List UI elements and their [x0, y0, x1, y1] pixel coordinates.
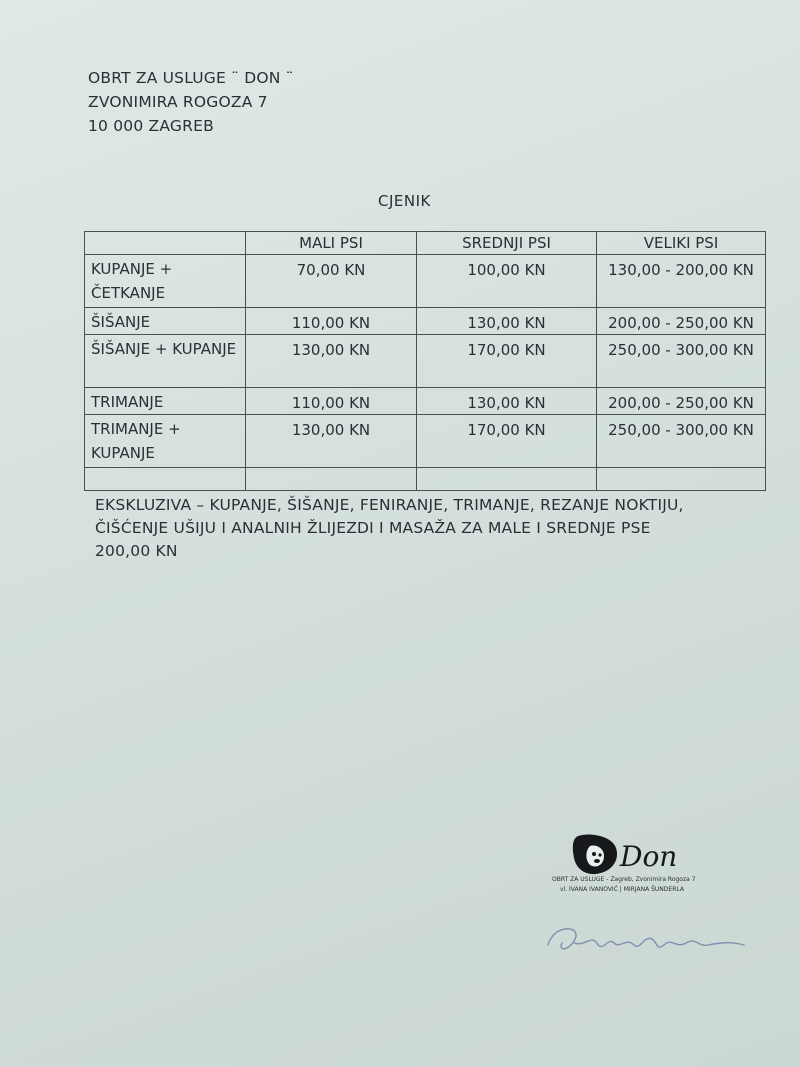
document-title: CJENIK [378, 192, 431, 210]
business-header [88, 66, 294, 138]
table-row [85, 388, 766, 415]
stamp-address: OBRT ZA USLUGE - Zagreb, Zvonimira Rogoza 7 [552, 876, 696, 883]
empty-cell [246, 468, 417, 491]
price-cell: 130,00 - 200,00 KN [597, 255, 766, 308]
price-cell: 200,00 - 250,00 KN [597, 308, 766, 335]
service-cell: ŠIŠANJE [85, 308, 246, 335]
handwritten-signature [540, 915, 760, 965]
column-header: MALI PSI [246, 232, 417, 255]
price-cell: 130,00 KN [246, 335, 417, 388]
business-street: ZVONIMIRA ROGOZA 7 [88, 93, 268, 111]
price-cell: 170,00 KN [417, 335, 597, 388]
price-cell: 110,00 KN [246, 388, 417, 415]
price-cell: 130,00 KN [417, 308, 597, 335]
table-row [85, 308, 766, 335]
table-row [85, 415, 766, 468]
service-cell: TRIMANJE + KUPANJE [85, 415, 246, 468]
empty-cell [85, 468, 246, 491]
service-cell: TRIMANJE [85, 388, 246, 415]
empty-table-row [85, 468, 766, 491]
company-stamp [550, 830, 730, 910]
empty-cell [597, 468, 766, 491]
price-cell: 100,00 KN [417, 255, 597, 308]
table-row [85, 255, 766, 308]
column-header [85, 232, 246, 255]
price-cell: 170,00 KN [417, 415, 597, 468]
column-header: VELIKI PSI [597, 232, 766, 255]
exclusive-package-note: EKSKLUZIVA – KUPANJE, ŠIŠANJE, FENIRANJE, TRIMANJE, REZANJE NOKTIJU, ČIŠĆENJE UŠIJU I ANALNIH ŽLIJEZDI I MASAŽA ZA MALE I SREDNJE PSE 200,00 KN [95, 496, 684, 560]
price-cell: 110,00 KN [246, 308, 417, 335]
business-name: OBRT ZA USLUGE ¨ DON ¨ [88, 69, 294, 87]
business-city: 10 000 ZAGREB [88, 117, 214, 135]
empty-cell [417, 468, 597, 491]
price-cell: 130,00 KN [417, 388, 597, 415]
stamp-logo [550, 830, 730, 876]
table-header-row [85, 232, 766, 255]
dog-head-icon [573, 835, 617, 875]
price-cell: 130,00 KN [246, 415, 417, 468]
column-header: SREDNJI PSI [417, 232, 597, 255]
price-cell: 200,00 - 250,00 KN [597, 388, 766, 415]
price-cell: 250,00 - 300,00 KN [597, 415, 766, 468]
service-cell: KUPANJE + ČETKANJE [85, 255, 246, 308]
price-table [84, 231, 766, 491]
price-cell: 250,00 - 300,00 KN [597, 335, 766, 388]
price-cell: 70,00 KN [246, 255, 417, 308]
stamp-owners: vl. IVANA IVANOVIĆ | MIRJANA ŠUNDERLA [560, 886, 684, 893]
stamp-brand: Don [620, 840, 678, 873]
service-cell: ŠIŠANJE + KUPANJE [85, 335, 246, 388]
table-row [85, 335, 766, 388]
